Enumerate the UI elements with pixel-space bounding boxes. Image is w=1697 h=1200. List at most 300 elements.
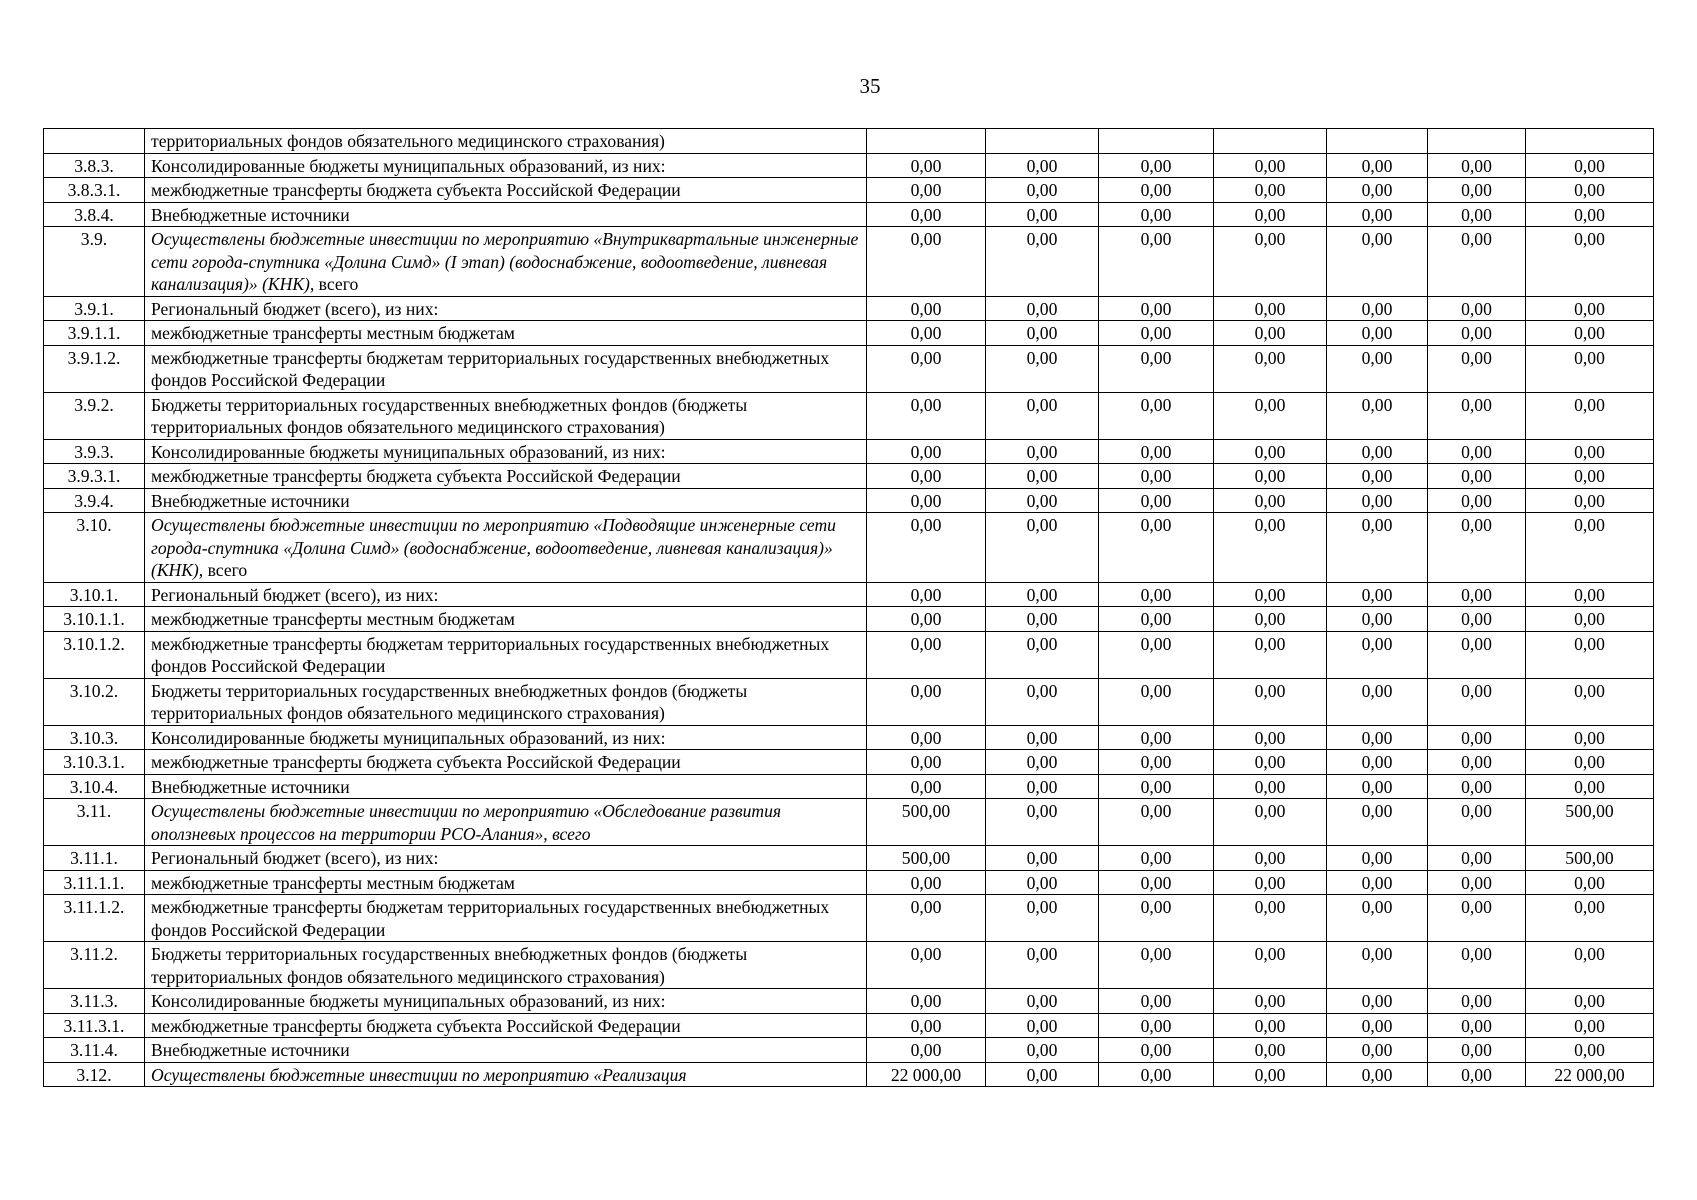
row-number: 3.10.1. (44, 582, 145, 607)
value-cell: 0,00 (1327, 750, 1428, 775)
value-cell: 0,00 (867, 725, 986, 750)
value-cell: 0,00 (1214, 345, 1327, 392)
value-cell: 0,00 (986, 202, 1099, 227)
row-description-text: Внебюджетные источники (151, 204, 350, 225)
value-cell: 0,00 (1526, 631, 1654, 678)
value-cell: 0,00 (1099, 846, 1214, 871)
value-cell: 0,00 (1214, 942, 1327, 989)
value-cell: 0,00 (867, 178, 986, 203)
value-cell: 0,00 (1327, 392, 1428, 439)
value-cell: 0,00 (986, 439, 1099, 464)
value-cell: 0,00 (1327, 846, 1428, 871)
row-description (145, 464, 867, 489)
row-number: 3.11.4. (44, 1038, 145, 1063)
value-cell: 0,00 (1428, 321, 1526, 346)
value-cell: 0,00 (1428, 296, 1526, 321)
row-description-text: Региональный бюджет (всего), из них: (151, 298, 439, 319)
value-cell: 0,00 (1526, 296, 1654, 321)
value-cell: 0,00 (1526, 202, 1654, 227)
value-cell: 0,00 (867, 321, 986, 346)
value-cell: 0,00 (986, 153, 1099, 178)
row-description-text: Бюджеты территориальных государственных внебюджетных фондов (бюджеты территориальных фондов обязательного медицинского страхования) (151, 394, 748, 437)
value-cell: 0,00 (1099, 989, 1214, 1014)
value-cell: 0,00 (1428, 1062, 1526, 1087)
table-row (44, 607, 1654, 632)
value-cell: 0,00 (867, 750, 986, 775)
value-cell: 0,00 (867, 227, 986, 297)
value-cell: 0,00 (1099, 774, 1214, 799)
table-row (44, 989, 1654, 1014)
table-row (44, 321, 1654, 346)
row-description (145, 345, 867, 392)
value-cell: 0,00 (986, 799, 1099, 846)
value-cell: 0,00 (1428, 1038, 1526, 1063)
table-row (44, 392, 1654, 439)
value-cell: 0,00 (1428, 439, 1526, 464)
budget-table (43, 128, 1654, 1087)
value-cell: 0,00 (867, 989, 986, 1014)
value-cell: 0,00 (1428, 153, 1526, 178)
value-cell: 0,00 (1327, 725, 1428, 750)
row-description-text: межбюджетные трансферты местным бюджетам (151, 872, 515, 893)
page-number: 35 (859, 74, 881, 98)
value-cell: 0,00 (1428, 345, 1526, 392)
table-row (44, 582, 1654, 607)
value-cell: 0,00 (1428, 870, 1526, 895)
value-cell: 0,00 (986, 846, 1099, 871)
value-cell: 0,00 (1214, 750, 1327, 775)
row-description (145, 774, 867, 799)
value-cell: 0,00 (1327, 1038, 1428, 1063)
row-description (145, 129, 867, 154)
value-cell: 0,00 (1327, 178, 1428, 203)
value-cell: 0,00 (1214, 153, 1327, 178)
value-cell: 0,00 (1099, 1062, 1214, 1087)
row-description (145, 989, 867, 1014)
row-number: 3.8.4. (44, 202, 145, 227)
value-cell: 0,00 (1099, 153, 1214, 178)
row-description-text: межбюджетные трансферты бюджета субъекта Российской Федерации (151, 1015, 681, 1036)
value-cell: 0,00 (986, 227, 1099, 297)
row-description (145, 799, 867, 846)
row-description-text: Осуществлены бюджетные инвестиции по мероприятию «Подводящие инженерные сети города-спутника «Долина Симд» (водоснабжение, водоотведение, ливневая канализация)» (КНК), (151, 515, 836, 580)
value-cell: 0,00 (1526, 345, 1654, 392)
row-description-text: Консолидированные бюджеты муниципальных образований, из них: (151, 727, 666, 748)
value-cell: 0,00 (1099, 799, 1214, 846)
value-cell: 0,00 (867, 631, 986, 678)
value-cell: 0,00 (1327, 942, 1428, 989)
value-cell: 0,00 (1214, 488, 1327, 513)
row-number (44, 129, 145, 154)
row-description-suffix: всего (314, 274, 359, 294)
value-cell: 0,00 (986, 488, 1099, 513)
value-cell: 0,00 (1214, 1038, 1327, 1063)
value-cell: 0,00 (986, 725, 1099, 750)
value-cell: 0,00 (1526, 1038, 1654, 1063)
value-cell: 0,00 (1327, 1062, 1428, 1087)
value-cell: 0,00 (1099, 488, 1214, 513)
value-cell: 0,00 (867, 488, 986, 513)
table-row (44, 345, 1654, 392)
value-cell: 0,00 (986, 582, 1099, 607)
value-cell: 0,00 (867, 345, 986, 392)
row-number: 3.11.2. (44, 942, 145, 989)
value-cell: 0,00 (867, 464, 986, 489)
row-number: 3.11.3.1. (44, 1013, 145, 1038)
value-cell: 0,00 (1214, 321, 1327, 346)
row-number: 3.11.3. (44, 989, 145, 1014)
value-cell: 0,00 (1327, 799, 1428, 846)
value-cell: 0,00 (1327, 989, 1428, 1014)
table-row (44, 725, 1654, 750)
row-number: 3.9.3.1. (44, 464, 145, 489)
value-cell: 0,00 (1327, 153, 1428, 178)
value-cell (1526, 129, 1654, 154)
value-cell: 0,00 (867, 582, 986, 607)
value-cell: 0,00 (1526, 774, 1654, 799)
value-cell: 0,00 (1526, 607, 1654, 632)
value-cell: 0,00 (1428, 464, 1526, 489)
table-row (44, 439, 1654, 464)
row-description (145, 296, 867, 321)
value-cell: 0,00 (867, 1038, 986, 1063)
row-description-text: межбюджетные трансферты бюджетам территориальных государственных внебюджетных фондов Российской Федерации (151, 633, 830, 676)
value-cell: 500,00 (1526, 799, 1654, 846)
value-cell: 0,00 (1099, 582, 1214, 607)
table-row (44, 846, 1654, 871)
value-cell: 0,00 (1526, 464, 1654, 489)
row-description (145, 846, 867, 871)
value-cell: 0,00 (1099, 895, 1214, 942)
row-description (145, 488, 867, 513)
value-cell: 0,00 (1214, 631, 1327, 678)
value-cell: 0,00 (986, 1062, 1099, 1087)
value-cell: 0,00 (1327, 631, 1428, 678)
row-description (145, 1062, 867, 1087)
value-cell: 0,00 (986, 513, 1099, 583)
value-cell (867, 129, 986, 154)
row-description (145, 178, 867, 203)
table-row (44, 1013, 1654, 1038)
value-cell: 0,00 (986, 942, 1099, 989)
value-cell: 0,00 (986, 607, 1099, 632)
table-row (44, 488, 1654, 513)
value-cell (1428, 129, 1526, 154)
value-cell: 0,00 (1428, 582, 1526, 607)
row-description (145, 439, 867, 464)
value-cell: 0,00 (1214, 895, 1327, 942)
table-row (44, 678, 1654, 725)
row-description-text: межбюджетные трансферты бюджета субъекта Российской Федерации (151, 466, 681, 486)
value-cell: 0,00 (1526, 989, 1654, 1014)
table-row (44, 942, 1654, 989)
row-description-text: Региональный бюджет (всего), из них: (151, 584, 439, 605)
value-cell: 0,00 (1099, 202, 1214, 227)
value-cell: 0,00 (867, 607, 986, 632)
row-number: 3.10. (44, 513, 145, 583)
value-cell: 0,00 (1214, 392, 1327, 439)
value-cell: 0,00 (1327, 227, 1428, 297)
row-description-text: межбюджетные трансферты бюджетам территориальных государственных внебюджетных фондов Российской Федерации (151, 347, 830, 390)
value-cell: 0,00 (1099, 345, 1214, 392)
value-cell: 0,00 (1428, 202, 1526, 227)
value-cell (1099, 129, 1214, 154)
value-cell: 0,00 (1428, 942, 1526, 989)
row-description (145, 153, 867, 178)
value-cell: 0,00 (986, 870, 1099, 895)
value-cell: 0,00 (867, 870, 986, 895)
row-description (145, 678, 867, 725)
table-row (44, 1062, 1654, 1087)
row-description-text: территориальных фондов обязательного медицинского страхования) (151, 131, 665, 151)
row-number: 3.8.3. (44, 153, 145, 178)
value-cell: 0,00 (1428, 488, 1526, 513)
value-cell: 0,00 (1526, 870, 1654, 895)
value-cell: 0,00 (867, 513, 986, 583)
value-cell: 0,00 (986, 750, 1099, 775)
value-cell: 0,00 (986, 1038, 1099, 1063)
value-cell: 0,00 (986, 631, 1099, 678)
value-cell: 0,00 (1526, 942, 1654, 989)
value-cell: 0,00 (867, 392, 986, 439)
value-cell: 0,00 (1099, 439, 1214, 464)
row-description (145, 202, 867, 227)
value-cell: 0,00 (1214, 227, 1327, 297)
table-row (44, 895, 1654, 942)
table-row (44, 870, 1654, 895)
value-cell: 0,00 (867, 439, 986, 464)
row-description-text: межбюджетные трансферты местным бюджетам (151, 323, 515, 343)
row-number: 3.11.1. (44, 846, 145, 871)
value-cell: 0,00 (1099, 178, 1214, 203)
row-number: 3.12. (44, 1062, 145, 1087)
value-cell: 0,00 (1526, 678, 1654, 725)
value-cell: 0,00 (1214, 799, 1327, 846)
row-number: 3.9.1.2. (44, 345, 145, 392)
value-cell: 0,00 (1327, 774, 1428, 799)
value-cell: 0,00 (1526, 153, 1654, 178)
value-cell: 0,00 (1526, 227, 1654, 297)
value-cell: 22 000,00 (867, 1062, 986, 1087)
value-cell: 0,00 (1428, 631, 1526, 678)
value-cell: 0,00 (1327, 678, 1428, 725)
row-number: 3.10.1.1. (44, 607, 145, 632)
value-cell: 0,00 (1214, 1013, 1327, 1038)
value-cell: 0,00 (1428, 513, 1526, 583)
row-description-text: Осуществлены бюджетные инвестиции по мероприятию «Реализация (151, 1064, 687, 1085)
value-cell: 0,00 (1214, 725, 1327, 750)
value-cell: 0,00 (1214, 607, 1327, 632)
value-cell: 0,00 (1327, 464, 1428, 489)
value-cell: 0,00 (1214, 1062, 1327, 1087)
value-cell: 0,00 (986, 296, 1099, 321)
value-cell: 0,00 (1327, 607, 1428, 632)
row-description-text: Региональный бюджет (всего), из них: (151, 848, 439, 868)
table-row (44, 178, 1654, 203)
value-cell: 0,00 (1526, 392, 1654, 439)
row-number: 3.11.1.2. (44, 895, 145, 942)
value-cell: 0,00 (867, 678, 986, 725)
value-cell: 0,00 (1428, 607, 1526, 632)
value-cell: 0,00 (986, 774, 1099, 799)
table-row (44, 631, 1654, 678)
value-cell: 0,00 (1214, 296, 1327, 321)
row-number: 3.9.2. (44, 392, 145, 439)
value-cell: 0,00 (1526, 321, 1654, 346)
row-description (145, 631, 867, 678)
value-cell: 0,00 (1327, 488, 1428, 513)
row-description (145, 227, 867, 297)
value-cell: 0,00 (1099, 725, 1214, 750)
row-description-text: Консолидированные бюджеты муниципальных образований, из них: (151, 441, 666, 462)
row-description-text: Консолидированные бюджеты муниципальных образований, из них: (151, 155, 666, 176)
table-row (44, 296, 1654, 321)
value-cell: 0,00 (1099, 607, 1214, 632)
table-row (44, 750, 1654, 775)
value-cell: 0,00 (1428, 1013, 1526, 1038)
row-number: 3.9. (44, 227, 145, 297)
table-row (44, 129, 1654, 154)
value-cell: 0,00 (986, 178, 1099, 203)
row-description-text: межбюджетные трансферты бюджета субъекта Российской Федерации (151, 752, 681, 772)
row-number: 3.11. (44, 799, 145, 846)
row-number: 3.9.3. (44, 439, 145, 464)
value-cell: 0,00 (1214, 202, 1327, 227)
value-cell: 0,00 (1526, 750, 1654, 775)
row-description-suffix: всего (203, 560, 248, 580)
row-description-text: Внебюджетные источники (151, 490, 350, 511)
value-cell: 0,00 (1214, 774, 1327, 799)
row-description-text: Внебюджетные источники (151, 1040, 350, 1060)
value-cell: 0,00 (1214, 582, 1327, 607)
row-number: 3.10.3.1. (44, 750, 145, 775)
row-description-text: Осуществлены бюджетные инвестиции по мероприятию «Обследование развития оползневых процессов на территории РСО-Алания», всего (151, 801, 782, 844)
value-cell: 0,00 (1428, 178, 1526, 203)
row-number: 3.10.1.2. (44, 631, 145, 678)
row-description-text: межбюджетные трансферты местным бюджетам (151, 609, 515, 629)
value-cell: 0,00 (1327, 582, 1428, 607)
table-row (44, 202, 1654, 227)
table-row (44, 464, 1654, 489)
value-cell: 0,00 (1327, 296, 1428, 321)
row-description (145, 513, 867, 583)
value-cell: 0,00 (867, 202, 986, 227)
value-cell: 0,00 (1327, 870, 1428, 895)
value-cell: 0,00 (1099, 1013, 1214, 1038)
value-cell: 0,00 (1214, 846, 1327, 871)
row-description (145, 750, 867, 775)
table-row (44, 799, 1654, 846)
table-body (44, 129, 1654, 1087)
value-cell: 0,00 (986, 464, 1099, 489)
value-cell: 0,00 (1214, 678, 1327, 725)
row-number: 3.9.4. (44, 488, 145, 513)
value-cell: 0,00 (1428, 227, 1526, 297)
value-cell: 0,00 (1526, 178, 1654, 203)
row-description (145, 392, 867, 439)
value-cell: 0,00 (1099, 227, 1214, 297)
value-cell: 0,00 (1526, 582, 1654, 607)
value-cell: 500,00 (867, 799, 986, 846)
value-cell: 0,00 (1327, 345, 1428, 392)
row-description-text: Осуществлены бюджетные инвестиции по мероприятию «Внутриквартальные инженерные сети города-спутника «Долина Симд» (I этап) (водоснабжение, водоотведение, ливневая канализация)» (КНК), (151, 229, 859, 294)
value-cell: 0,00 (1099, 392, 1214, 439)
row-description (145, 1038, 867, 1063)
row-description (145, 870, 867, 895)
value-cell: 0,00 (1428, 774, 1526, 799)
row-description-text: Бюджеты территориальных государственных внебюджетных фондов (бюджеты территориальных фондов обязательного медицинского страхования) (151, 944, 748, 987)
row-description-text: межбюджетные трансферты бюджета субъекта Российской Федерации (151, 180, 681, 200)
row-description-text: Консолидированные бюджеты муниципальных образований, из них: (151, 991, 666, 1011)
value-cell: 0,00 (1428, 392, 1526, 439)
row-description (145, 1013, 867, 1038)
value-cell: 0,00 (1214, 464, 1327, 489)
value-cell: 0,00 (867, 895, 986, 942)
value-cell: 0,00 (1428, 989, 1526, 1014)
value-cell: 0,00 (1327, 321, 1428, 346)
value-cell: 0,00 (1099, 870, 1214, 895)
row-number: 3.10.4. (44, 774, 145, 799)
value-cell: 0,00 (1214, 439, 1327, 464)
value-cell: 0,00 (1214, 513, 1327, 583)
value-cell: 0,00 (1099, 296, 1214, 321)
row-number: 3.10.3. (44, 725, 145, 750)
value-cell: 0,00 (867, 1013, 986, 1038)
value-cell: 0,00 (1214, 870, 1327, 895)
value-cell: 0,00 (1526, 439, 1654, 464)
value-cell: 0,00 (1099, 464, 1214, 489)
row-number: 3.10.2. (44, 678, 145, 725)
value-cell: 0,00 (1327, 895, 1428, 942)
value-cell: 0,00 (867, 774, 986, 799)
value-cell: 0,00 (986, 345, 1099, 392)
row-number: 3.9.1.1. (44, 321, 145, 346)
value-cell: 0,00 (867, 153, 986, 178)
row-description-text: Внебюджетные источники (151, 776, 350, 797)
value-cell: 0,00 (986, 392, 1099, 439)
value-cell: 0,00 (986, 678, 1099, 725)
value-cell: 0,00 (1526, 488, 1654, 513)
value-cell: 0,00 (986, 989, 1099, 1014)
value-cell: 0,00 (1327, 513, 1428, 583)
value-cell: 0,00 (1327, 202, 1428, 227)
value-cell: 0,00 (1526, 725, 1654, 750)
value-cell: 0,00 (986, 895, 1099, 942)
value-cell: 0,00 (1428, 750, 1526, 775)
value-cell: 0,00 (1428, 895, 1526, 942)
table-row (44, 774, 1654, 799)
value-cell: 0,00 (1099, 321, 1214, 346)
value-cell: 0,00 (1099, 513, 1214, 583)
table-row (44, 1038, 1654, 1063)
table-row (44, 513, 1654, 583)
value-cell: 0,00 (867, 942, 986, 989)
value-cell: 0,00 (1214, 178, 1327, 203)
value-cell: 0,00 (1526, 513, 1654, 583)
value-cell: 0,00 (1428, 799, 1526, 846)
value-cell: 0,00 (1428, 725, 1526, 750)
row-number: 3.11.1.1. (44, 870, 145, 895)
value-cell: 0,00 (1526, 895, 1654, 942)
value-cell: 0,00 (1099, 631, 1214, 678)
row-number: 3.9.1. (44, 296, 145, 321)
value-cell: 0,00 (986, 1013, 1099, 1038)
table-row (44, 153, 1654, 178)
value-cell: 0,00 (1526, 1013, 1654, 1038)
row-description (145, 725, 867, 750)
value-cell: 0,00 (1099, 750, 1214, 775)
table-row (44, 227, 1654, 297)
